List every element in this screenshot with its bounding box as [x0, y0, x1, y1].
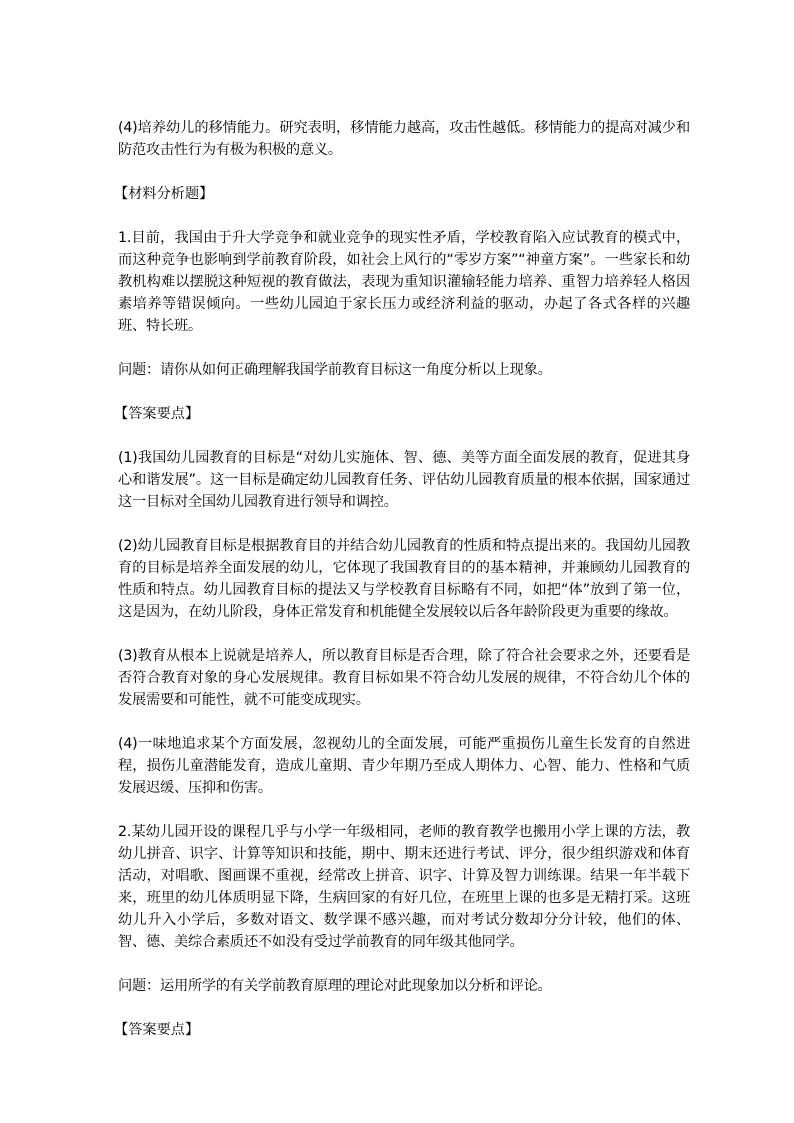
paragraph-question-1-material: 1.目前，我国由于升大学竞争和就业竞争的现实性矛盾，学校教育陷入应试教育的模式中，而这种竞争也影响到学前教育阶段，如社会上风行的“零岁方案”“神童方案”。一些家长和幼教机构难以摆脱这种短视的教育做法，表现为重知识灌输轻能力培养、重智力培养轻人格因素培养等错误倾向。一些幼儿园迫于家长压力或经济利益的驱动，办起了各式各样的兴趣班、特长班。 [118, 230, 690, 334]
paragraph-answer-1-point-3: (3)教育从根本上说就是培养人，所以教育目标是否合理，除了符合社会要求之外，还要看是否符合教育对象的身心发展规律。教育目标如果不符合幼儿发展的规律，不符合幼儿个体的发展需要和可能性，就不可能变成现实。 [118, 648, 690, 708]
paragraph-empathy-ability: (4)培养幼儿的移情能力。研究表明，移情能力越高，攻击性越低。移情能力的提高对减少和防范攻击性行为有极为积极的意义。 [118, 120, 690, 158]
paragraph-question-2-prompt: 问题：运用所学的有关学前教育原理的理论对此现象加以分析和评论。 [118, 978, 552, 994]
paragraph-answer-1-point-4: (4)一味地追求某个方面发展，忽视幼儿的全面发展，可能严重损伤儿童生长发育的自然进程，损伤儿童潜能发育，造成儿童期、青少年期乃至成人期体力、心智、能力、性格和气质发展迟缓、压抑和伤害。 [118, 736, 690, 796]
section-heading-answer-points-1: 【答案要点】 [114, 406, 200, 422]
paragraph-answer-1-point-1: (1)我国幼儿园教育的目标是“对幼儿实施体、智、德、美等方面全面发展的教育，促进其身心和谐发展”。这一目标是确定幼儿园教育任务、评估幼儿园教育质量的根本依据，国家通过这一目标对全国幼儿园教育进行领导和调控。 [118, 450, 690, 510]
section-heading-answer-points-2: 【答案要点】 [114, 1022, 200, 1038]
paragraph-question-1-prompt: 问题：请你从如何正确理解我国学前教育目标这一角度分析以上现象。 [118, 362, 552, 378]
section-heading-material-analysis: 【材料分析题】 [114, 186, 214, 202]
paragraph-answer-1-point-2: (2)幼儿园教育目标是根据教育目的并结合幼儿园教育的性质和特点提出来的。我国幼儿园教育的目标是培养全面发展的幼儿，它体现了我国教育目的的基本精神，并兼顾幼儿园教育的性质和特点。幼儿园教育目标的提法又与学校教育目标略有不同，如把“体”放到了第一位，这是因为，在幼儿阶段，身体正常发育和机能健全发展较以后各年龄阶段更为重要的缘故。 [118, 538, 690, 620]
paragraph-question-2-material: 2.某幼儿园开设的课程几乎与小学一年级相同，老师的教育教学也搬用小学上课的方法，教幼儿拼音、识字、计算等知识和技能，期中、期末还进行考试、评分，很少组织游戏和体育活动，对唱歌、图画课不重视，经常改上拼音、识字、计算及智力训练课。结果一年半载下来，班里的幼儿体质明显下降，生病回家的有好几位，在班里上课的也多是无精打采。这班幼儿升入小学后，多数对语文、数学课不感兴趣，而对考试分数却分分计较，他们的体、智、德、美综合素质还不如没有受过学前教育的同年级其他同学。 [118, 824, 690, 950]
document-page [114, 117, 690, 1063]
